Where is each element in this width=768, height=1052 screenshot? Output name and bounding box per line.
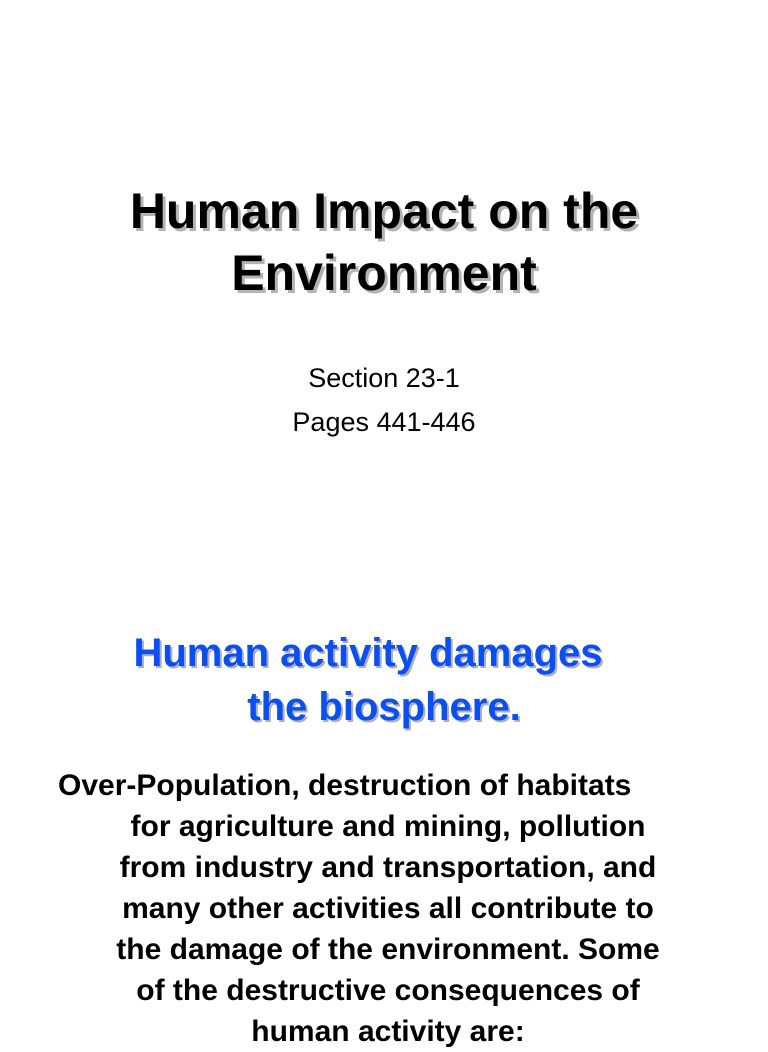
section-label: Section 23-1: [308, 363, 460, 393]
slide-heading: [0, 626, 768, 734]
slide-heading-line-1: Human activity damages: [133, 631, 603, 675]
body-line: many other activities all contribute to: [122, 892, 654, 925]
body-line: human activity are:: [251, 1015, 525, 1048]
slide-title: [0, 180, 768, 304]
body-line: the damage of the environment. Some: [116, 933, 660, 966]
pages-label: Pages 441-446: [292, 407, 476, 437]
slide-heading-line-2: the biosphere.: [247, 685, 521, 729]
body-line: from industry and transportation, and: [119, 851, 657, 884]
body-paragraph: [58, 765, 718, 1052]
body-line: of the destructive consequences of: [136, 974, 640, 1007]
slide-title-line-2: Environment: [231, 245, 537, 301]
body-line: for agriculture and mining, pollution: [130, 810, 646, 843]
slide-subtitle: [0, 356, 768, 444]
body-line: Over-Population, destruction of habitats: [58, 769, 632, 802]
slide-title-line-1: Human Impact on the: [129, 183, 639, 239]
